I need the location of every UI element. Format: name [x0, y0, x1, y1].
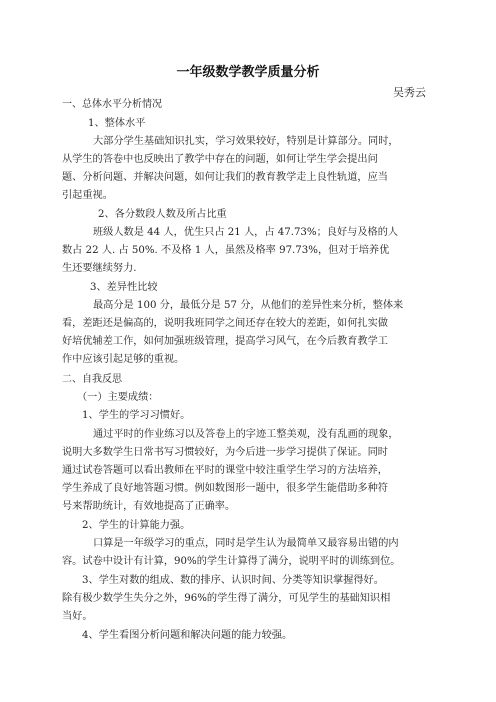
paragraph-line: 通过试卷答题可以看出教师在平时的课堂中较注重学生学习的方法培养， — [62, 465, 388, 476]
paragraph-line: 口算是一年级学习的重点，同时是学生认为最简单又最容易出错的内 — [93, 538, 399, 549]
subsection-heading: 3、差异性比较 — [90, 282, 158, 293]
document-title: 一年级数学教学质量分析 — [176, 65, 320, 80]
paragraph-line: 班级人数是 44 人，优生只占 21 人，占 47.73%；良好与及格的人 — [93, 227, 399, 238]
paragraph-line: 通过平时的作业练习以及答卷上的字迹工整美观，没有乱画的现象， — [93, 429, 399, 440]
paragraph-line: 最高分是 100 分，最低分是 57 分，从他们的差异性来分析，整体来 — [93, 300, 404, 311]
paragraph-line: 题、分析问题、并解决问题，如何让我们的教育教学走上良性轨道，应当 — [62, 172, 388, 183]
paragraph-line: 说明大多数学生日常书写习惯较好，为今后进一步学习提供了保证。同时 — [62, 447, 388, 458]
paragraph-line: 引起重视。 — [62, 190, 113, 201]
paragraph-line: 从学生的答卷中也反映出了教学中存在的问题，如何让学生学会提出问 — [62, 154, 378, 165]
section-heading: 二、自我反思 — [62, 374, 122, 385]
author-name: 吴秀云 — [393, 86, 426, 99]
item-heading: 4、学生看图分析问题和解决问题的能力较强。 — [82, 630, 293, 641]
paragraph-line: 号来帮助统计，有效地提高了正确率。 — [62, 501, 236, 512]
paragraph-line: 当好。 — [62, 611, 93, 622]
paragraph-line: 好培优辅差工作，如何加强班级管理，提高学习风气，在今后教育教学工 — [62, 336, 388, 347]
item-heading: 2、学生的计算能力强。 — [82, 520, 191, 531]
item-heading: 1、学生的学习习惯好。 — [82, 410, 191, 421]
paragraph-line: 看，差距还是偏高的，说明我班同学之间还存在较大的差距，如何扎实做 — [62, 318, 388, 329]
paragraph-line: 学生养成了良好地答题习惯。例如数图形一题中，很多学生能借助多种符 — [62, 483, 388, 494]
section-heading: 一、总体水平分析情况 — [62, 99, 162, 110]
paragraph-line: 生还要继续努力. — [62, 263, 137, 274]
paragraph-line: 除有极少数学生失分之外，96%的学生得了满分，可见学生的基础知识相 — [62, 593, 391, 604]
subsection-heading: （一）主要成绩： — [77, 392, 159, 403]
item-heading: 3、学生对数的组成、数的排序、认识时间、分类等知识掌握得好。 — [82, 575, 384, 586]
subsection-heading: 1、整体水平 — [88, 118, 146, 129]
subsection-heading: 2、各分数段人数及所占比重 — [98, 209, 227, 220]
paragraph-line: 作中应该引起足够的重视。 — [62, 354, 185, 365]
paragraph-line: 数占 22 人. 占 50%. 不及格 1 人，虽然及格率 97.73%，但对于培养优 — [62, 245, 390, 256]
paragraph-line: 大部分学生基础知识扎实，学习效果较好，特别是计算部分。同时， — [93, 136, 399, 147]
paragraph-line: 容。试卷中设计有计算，90%的学生计算得了满分，说明平时的训练到位。 — [62, 556, 401, 567]
